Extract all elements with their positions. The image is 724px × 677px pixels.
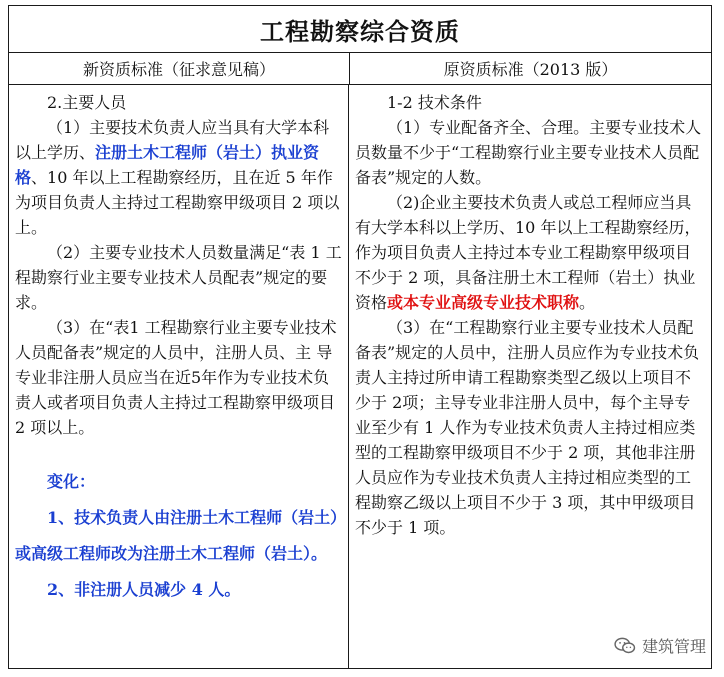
right-paragraph-3: （3）在“工程勘察行业主要专业技术人员配备表”规定的人员中，注册人员应作为专业技术负责人主持过所申请工程勘察类型乙级以上项目不少于 2项；主导专业非注册人员中，每个主导专业至少有 1 人作为专业技术负责人主持过相应类型的工程勘察甲级项目不少于 2 项，其他非注册人员应作为专业技术负责人主持过相应类型的工程勘察乙级以上项目不少于 3 项，其中甲级项目不少于 1 项。 (355, 318, 700, 537)
change-item-1: 1、技术负责人由注册土木工程师（岩土）或高级工程师改为注册土木工程师（岩土）。 (15, 508, 339, 563)
right-p2-highlight: 或本专业高级专业技术职称 (387, 293, 580, 312)
new-standard-column (9, 84, 349, 668)
watermark (614, 634, 706, 657)
wechat-icon (614, 637, 636, 655)
right-heading: 1-2 技术条件 (387, 93, 482, 112)
right-p2-text-a: （2)企业主要技术负责人或总工程师应当具有大学本科以上学历、10 年以上工程勘察经历，作为项目负责人主持过本专业工程勘察甲级项目不少于 2 项，具备注册土木工程师（岩土）执业资格 (355, 193, 701, 312)
right-p2-text-c: 。 (579, 293, 596, 312)
left-p1-text-c: 、10 年以上工程勘察经历，且在近 5 年作为项目负责人主持过工程勘察甲级项目 2 项以上。 (15, 168, 340, 237)
column-header-row (9, 52, 711, 85)
change-item-2: 2、非注册人员减少 4 人。 (47, 580, 241, 599)
header-new-standard: 新资质标准（征求意见稿） (9, 52, 350, 84)
left-p1-text-a: （1）主要技术负责人应当具有大学本科以上学历、 (15, 118, 330, 162)
right-paragraph-2 (355, 190, 705, 315)
left-p1-highlight: 注册土木工程师（岩土）执业资格 (15, 143, 320, 187)
old-standard-column (349, 84, 711, 668)
changes-heading: 变化： (47, 472, 96, 491)
table-title: 工程勘察综合资质 (9, 6, 711, 53)
left-paragraph-3: （3）在“表1 工程勘察行业主要专业技术人员配备表”规定的人员中，注册人员、主 导专业非注册人员应当在近5年作为专业技术负责人或者项目负责人主持过工程勘察甲级项目2 项以上。 (15, 318, 337, 437)
content-row (9, 84, 711, 668)
qualification-table (8, 5, 712, 669)
watermark-text: 建筑管理 (641, 637, 706, 656)
changes-block (15, 464, 344, 608)
left-paragraph-1 (15, 115, 344, 240)
left-heading: 2.主要人员 (47, 93, 127, 112)
right-paragraph-1: （1）专业配备齐全、合理。主要专业技术人员数量不少于“工程勘察行业主要专业技术人员配备表”规定的人数。 (355, 118, 702, 187)
left-paragraph-2: （2）主要专业技术人员数量满足“表 1 工程勘察行业主要专业技术人员配表”规定的要求。 (15, 243, 342, 312)
header-old-standard: 原资质标准（2013 版） (443, 59, 618, 79)
